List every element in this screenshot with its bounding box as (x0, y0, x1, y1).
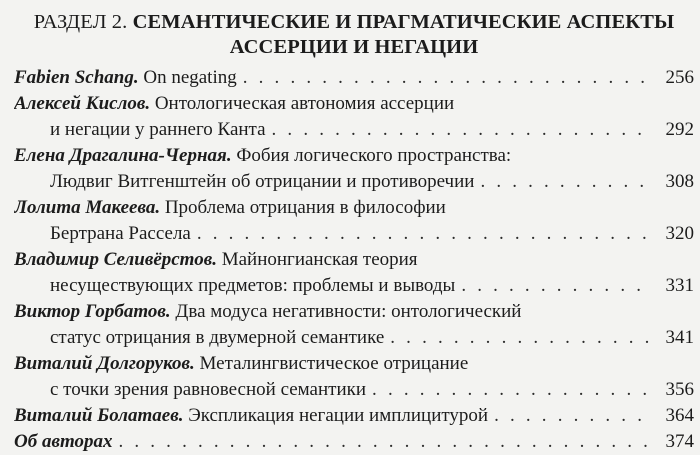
toc-entry-line (14, 117, 694, 143)
entry-author: Fabien Schang. (14, 67, 139, 88)
entry-title-line-1: Майнонгианская теория (221, 249, 418, 270)
dot-leader (461, 273, 650, 299)
entry-author: Владимир Селивёрстов. (14, 249, 217, 270)
toc-entry-line (14, 247, 694, 273)
toc-entry[interactable] (14, 91, 694, 143)
dot-leader (372, 377, 650, 403)
toc-entry-line (14, 65, 694, 91)
entry-page-number: 292 (665, 119, 694, 140)
entry-title-line-2: с точки зрения равновесной семантики (50, 379, 367, 400)
entry-title-line-1: Металингвистическое отрицание (199, 353, 469, 374)
entry-author: Алексей Кислов. (14, 93, 151, 114)
entry-title-line-2: несуществующих предметов: проблемы и выводы (50, 275, 456, 296)
section-heading-line-1 (14, 10, 694, 35)
entry-author: Об авторах (14, 431, 113, 452)
toc-entry[interactable] (14, 247, 694, 299)
entry-title-line-1: Онтологическая автономия ассерции (154, 93, 455, 114)
entry-title-line-2: Людвиг Витгенштейн об отрицании и противоречии (50, 171, 475, 192)
toc-entry-about-authors[interactable] (14, 429, 694, 455)
toc-entry[interactable] (14, 299, 694, 351)
toc-entry-line (14, 143, 694, 169)
entry-author: Елена Драгалина-Черная. (14, 145, 232, 166)
dot-leader (118, 429, 650, 455)
toc-entry-line (14, 299, 694, 325)
table-of-contents (14, 65, 694, 455)
toc-entry[interactable] (14, 351, 694, 403)
entry-author: Виталий Болатаев. (14, 405, 184, 426)
entry-page-number: 256 (665, 67, 694, 88)
entry-author: Лолита Макеева. (14, 197, 161, 218)
toc-entry[interactable] (14, 195, 694, 247)
entry-page-number: 308 (665, 171, 694, 192)
toc-entry-line (14, 377, 694, 403)
toc-entry[interactable] (14, 403, 694, 429)
entry-author: Виктор Горбатов. (14, 301, 171, 322)
dot-leader (480, 169, 650, 195)
toc-entry[interactable] (14, 143, 694, 195)
entry-title-line-2: Бертрана Рассела (50, 223, 191, 244)
section-label: РАЗДЕЛ 2. (33, 11, 128, 33)
entry-author: Виталий Долгоруков. (14, 353, 195, 374)
entry-page-number: 341 (665, 327, 694, 348)
entry-title-line-2: и негации у раннего Канта (50, 119, 266, 140)
section-title-part-1: СЕМАНТИЧЕСКИЕ И ПРАГМАТИЧЕСКИЕ АСПЕКТЫ (132, 11, 675, 33)
dot-leader (197, 221, 650, 247)
toc-entry-line (14, 403, 694, 429)
entry-page-number: 356 (665, 379, 694, 400)
toc-entry-line (14, 273, 694, 299)
entry-title-line-1: Проблема отрицания в философии (164, 197, 446, 218)
toc-entry-line (14, 429, 694, 455)
dot-leader (494, 403, 650, 429)
entry-title: Экспликация негации имплицитурой (188, 405, 489, 426)
dot-leader (390, 325, 650, 351)
entry-title: On negating (143, 67, 237, 88)
toc-entry-line (14, 169, 694, 195)
entry-page-number: 374 (665, 431, 694, 452)
toc-entry-line (14, 351, 694, 377)
toc-entry-line (14, 195, 694, 221)
section-title-part-2: АССЕРЦИИ И НЕГАЦИИ (229, 36, 479, 58)
toc-entry-line (14, 221, 694, 247)
entry-page-number: 320 (665, 223, 694, 244)
dot-leader (243, 65, 650, 91)
toc-entry[interactable] (14, 65, 694, 91)
toc-entry-line (14, 91, 694, 117)
section-heading (14, 10, 694, 60)
toc-entry-line (14, 325, 694, 351)
entry-title-line-1: Фобия логического пространства: (236, 145, 512, 166)
entry-title-line-2: статус отрицания в двумерной семантике (50, 327, 385, 348)
toc-page (14, 10, 694, 455)
entry-title-line-1: Два модуса негативности: онтологический (175, 301, 522, 322)
entry-page-number: 364 (665, 405, 694, 426)
entry-page-number: 331 (665, 275, 694, 296)
dot-leader (272, 117, 650, 143)
